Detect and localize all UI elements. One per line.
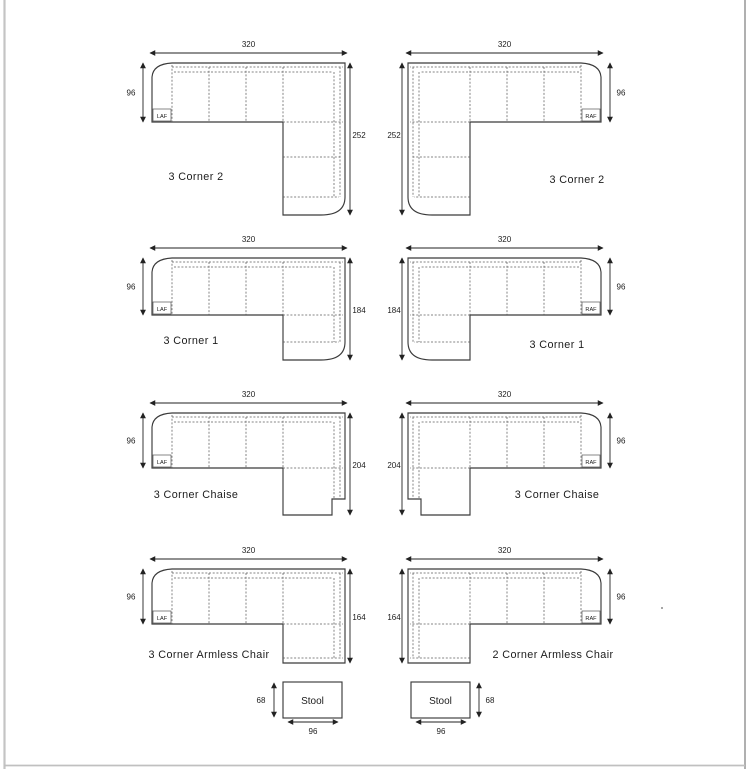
width-dim-label: 320 — [497, 546, 512, 555]
diagram-3-corner-chaise-raf — [387, 390, 626, 515]
depth-dim-label: 96 — [616, 88, 626, 98]
diagrams-layer — [127, 40, 626, 736]
diagram-title: 3 Corner 1 — [163, 335, 219, 347]
arm-facing-label: RAF — [585, 307, 597, 313]
sofa-outline — [408, 63, 601, 215]
depth-dim-label: 96 — [616, 592, 626, 602]
depth-dim-label: 96 — [126, 592, 136, 602]
arm-facing-label: LAF — [156, 616, 168, 622]
length-dim-label: 252 — [387, 131, 401, 140]
length-dim-label: 184 — [352, 306, 366, 315]
diagram-title: 3 Corner Chaise — [514, 489, 600, 501]
stool-depth-label: 68 — [485, 696, 495, 705]
scan-noise-dot — [661, 607, 663, 609]
diagram-2-corner-armless-chair-raf — [387, 546, 626, 663]
diagram-stool-2 — [411, 682, 495, 736]
depth-dim-label: 96 — [126, 436, 136, 446]
length-dim-label: 184 — [387, 306, 401, 315]
length-dim-label: 164 — [352, 613, 366, 622]
arm-facing-label: LAF — [156, 114, 168, 120]
width-dim-label: 320 — [497, 390, 512, 399]
diagram-3-corner-chaise-laf — [127, 390, 367, 515]
arm-facing-label: LAF — [156, 460, 168, 466]
diagram-title: 3 Corner Armless Chair — [148, 649, 270, 661]
arm-facing-label: LAF — [156, 307, 168, 313]
stool-width-label: 96 — [436, 727, 446, 736]
arm-facing-label: RAF — [585, 460, 597, 466]
width-dim-label: 320 — [497, 235, 512, 244]
width-dim-label: 320 — [241, 235, 256, 244]
sofa-shape — [408, 63, 601, 215]
depth-dim-label: 96 — [126, 88, 136, 98]
sofa-outline — [152, 63, 345, 215]
stool-label: Stool — [301, 696, 324, 707]
diagram-3-corner-1-raf — [387, 235, 626, 360]
length-dim-label: 204 — [387, 461, 401, 470]
stool-depth-label: 68 — [256, 696, 266, 705]
depth-dim-label: 96 — [126, 282, 136, 292]
diagram-title: 3 Corner 2 — [168, 171, 224, 183]
length-dim-label: 204 — [352, 461, 366, 470]
length-dim-label: 252 — [352, 131, 366, 140]
length-dim-label: 164 — [387, 613, 401, 622]
width-dim-label: 320 — [241, 546, 256, 555]
diagram-title: 2 Corner Armless Chair — [492, 649, 614, 661]
diagram-title: 3 Corner 2 — [549, 174, 605, 186]
stool-width-label: 96 — [308, 727, 318, 736]
diagram-3-corner-2-raf — [387, 40, 626, 215]
width-dim-label: 320 — [241, 390, 256, 399]
diagram-3-corner-armless-chair-laf — [127, 546, 367, 663]
diagram-3-corner-2-laf — [127, 40, 367, 215]
arm-facing-label: RAF — [585, 616, 597, 622]
width-dim-label: 320 — [497, 40, 512, 49]
arm-facing-label: RAF — [585, 114, 597, 120]
diagram-title: 3 Corner 1 — [529, 339, 585, 351]
depth-dim-label: 96 — [616, 282, 626, 292]
stool-label: Stool — [429, 696, 452, 707]
diagram-title: 3 Corner Chaise — [153, 489, 239, 501]
diagram-3-corner-1-laf — [127, 235, 367, 360]
diagram-stool-1 — [257, 682, 342, 736]
depth-dim-label: 96 — [616, 436, 626, 446]
width-dim-label: 320 — [241, 40, 256, 49]
sofa-shape — [152, 63, 345, 215]
